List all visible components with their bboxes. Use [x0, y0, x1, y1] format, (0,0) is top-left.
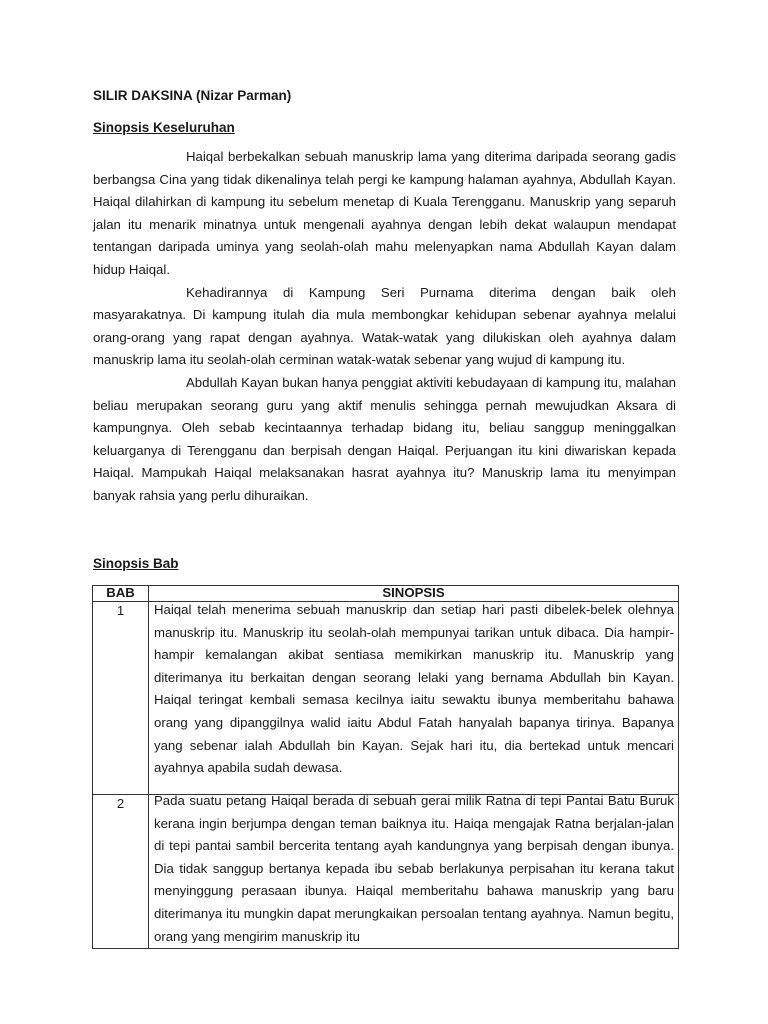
table-row: [93, 602, 679, 795]
chapter-synopsis-text: Haiqal telah menerima sebuah manuskrip dan setiap hari pasti dibelek-belek olehnya manuskrip itu. Manuskrip itu seolah-olah mempunyai tarikan untuk dibaca. Dia hampir-hampir kemalangan akibat sentiasa memikirkan manuskrip itu. Manuskrip yang diterimanya itu berkaitan dengan seorang lelaki yang bernama Abdullah bin Kayan. Haiqal teringat kembali semasa kecilnya iaitu sewaktu ibunya memberitahu bahawa orang yang dipanggilnya walid iaitu Abdul Fatah hanyalah bapanya tirinya. Bapanya yang sebenar ialah Abdullah bin Kayan. Sejak hari itu, dia bertekad untuk mencari ayahnya apabila sudah dewasa.: [154, 602, 674, 776]
synopsis-paragraph-3: Abdullah Kayan bukan hanya penggiat aktiviti kebudayaan di kampung itu, malahan beliau merupakan seorang guru yang aktif menulis sehingga pernah mewujudkan Aksara di kampungnya. Oleh sebab kecintaannya terhadap bidang itu, beliau sanggup meninggalkan keluarganya di Terengganu dan berpisah dengan Haiqal. Perjuangan itu kini diwariskan kepada Haiqal. Mampukah Haiqal melaksanakan hasrat ayahnya itu? Manuskrip lama itu menyimpan banyak rahsia yang perlu dihuraikan.: [93, 374, 676, 503]
heading-sinopsis-keseluruhan: Sinopsis Keseluruhan: [93, 120, 235, 135]
synopsis-paragraph-2: Kehadirannya di Kampung Seri Purnama diterima dengan baik oleh masyarakatnya. Di kampung itulah dia mula membongkar kehidupan sebenar ayahnya melalui orang-orang yang rapat dengan ayahnya. Watak-watak yang dilukiskan oleh ayahnya dalam manuskrip lama itu seolah-olah cerminan watak-watak sebenar yang wujud di kampung itu.: [93, 284, 676, 368]
chapter-number: 2: [93, 795, 149, 949]
chapter-synopsis-cell: [149, 602, 679, 795]
column-header-sinopsis: SINOPSIS: [149, 586, 679, 602]
chapter-synopsis-text: Pada suatu petang Haiqal berada di sebuah gerai milik Ratna di tepi Pantai Batu Buruk kerana ingin berjumpa dengan teman baiknya itu. Haiqa mengajak Ratna berjalan-jalan di tepi pantai sambil bercerita tentang ayah kandungnya yang berpisah dengan ibunya. Dia tidak sanggup bertanya kepada ibu sebab berlakunya perpisahan itu kerana takut menyinggung perasaan ibunya. Haiqal memberitahu bahawa manuskrip yang baru diterimanya itu mungkin dapat merungkaikan persoalan tentang ayahnya. Namun begitu, orang yang mengirim manuskrip itu: [154, 793, 674, 943]
column-header-bab: BAB: [93, 586, 149, 602]
document-title: SILIR DAKSINA (Nizar Parman): [93, 88, 292, 103]
chapter-number: 1: [93, 602, 149, 795]
table-row: [93, 795, 679, 949]
heading-sinopsis-bab: Sinopsis Bab: [93, 556, 179, 571]
overall-synopsis: [93, 146, 676, 508]
synopsis-paragraph-1: Haiqal berbekalkan sebuah manuskrip lama yang diterima daripada seorang gadis berbangsa Cina yang tidak dikenalinya telah pergi ke kampung halaman ayahnya, Abdullah Kayan. Haiqal dilahirkan di kampung itu sebelum menetap di Kuala Terengganu. Manuskrip yang separuh jalan itu menarik minatnya untuk mengenali ayahnya dengan lebih dekat walaupun mendapat tentangan daripada uminya yang seolah-olah mahu melenyapkan nama Abdullah Kayan dalam hidup Haiqal.: [93, 149, 676, 277]
chapter-synopsis-cell: [149, 795, 679, 949]
chapter-synopsis-table: [92, 585, 679, 949]
